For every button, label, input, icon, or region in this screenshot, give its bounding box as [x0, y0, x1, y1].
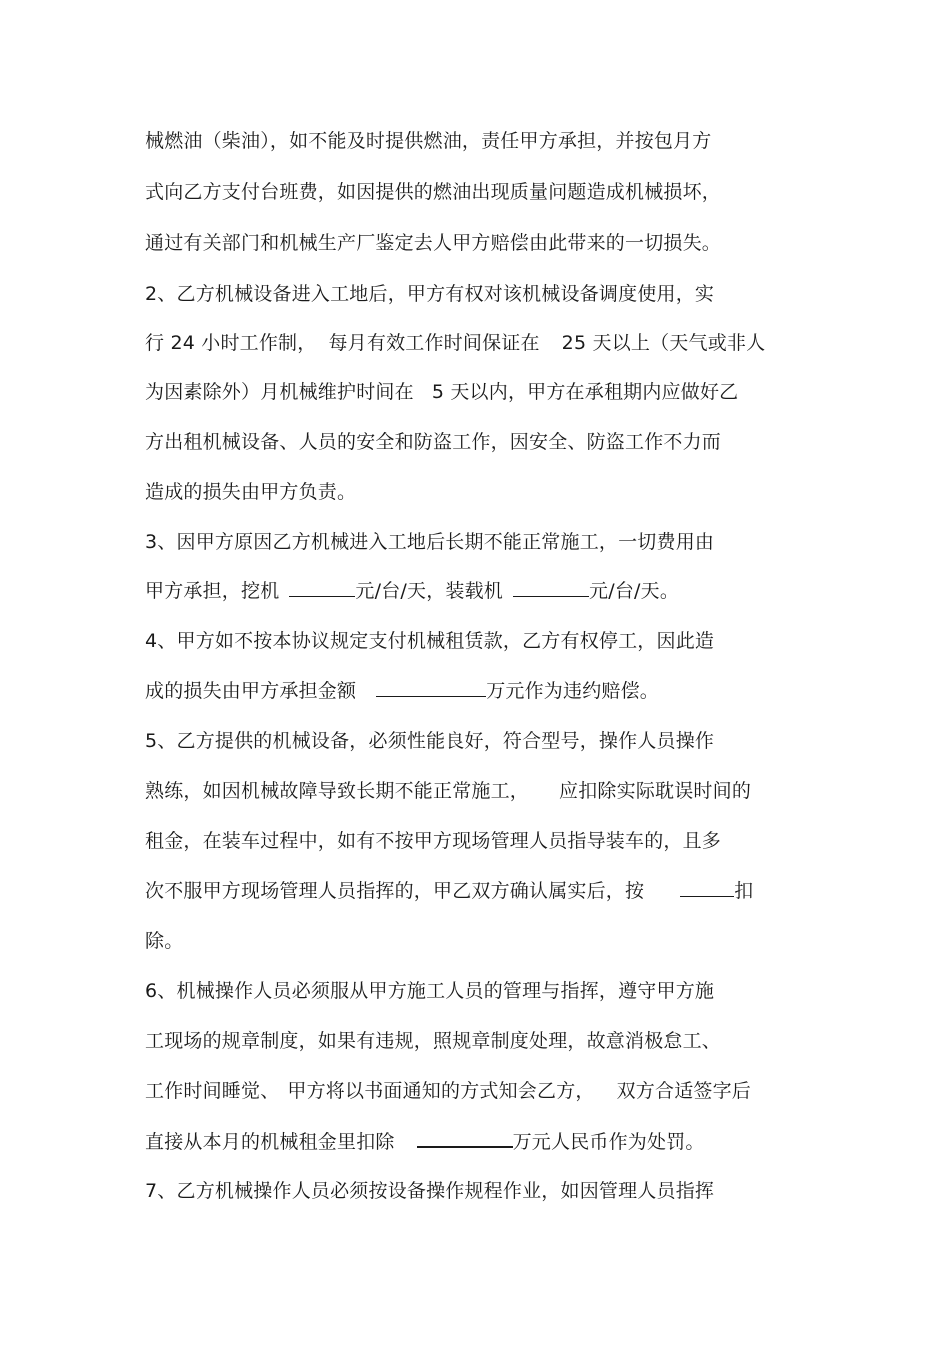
text-segment: 方出租机械设备、人员的安全和防盗工作，因安全、防盗工作不力而	[145, 431, 722, 453]
fill-blank-fine-amount[interactable]	[417, 1124, 513, 1148]
text-segment: 7、乙方机械操作人员必须按设备操作规程作业，如因管理人员指挥	[145, 1180, 715, 1202]
text-segment: 式向乙方支付台班费，如因提供的燃油出现质量问题造成机械损坏，	[145, 181, 722, 203]
text-segment: 元/台/天。	[589, 580, 680, 602]
text-segment: 5 天以内，甲方在承租期内应做好乙	[431, 381, 739, 403]
text-segment: 直接从本月的机械租金里扣除	[145, 1131, 395, 1153]
text-segment: 万元人民币作为处罚。	[512, 1131, 705, 1153]
text-line	[145, 475, 825, 509]
fill-blank-excavator-rate[interactable]	[289, 574, 355, 597]
text-line	[145, 824, 825, 858]
text-line	[145, 226, 825, 260]
text-segment: 通过有关部门和机械生产厂鉴定去人甲方赔偿由此带来的一切损失。	[145, 232, 722, 254]
text-line	[145, 326, 825, 360]
text-line	[145, 574, 825, 608]
text-segment: 械燃油（柴油），如不能及时提供燃油，责任甲方承担，并按包月方	[145, 130, 712, 152]
text-line	[145, 375, 825, 409]
text-segment: 造成的损失由甲方负责。	[145, 481, 357, 503]
text-line	[145, 525, 825, 559]
text-segment: 甲方承担，挖机	[145, 580, 280, 602]
text-segment: 租金，在装车过程中，如有不按甲方现场管理人员指导装车的，且多	[145, 830, 722, 852]
text-line	[145, 1124, 825, 1158]
text-segment: 工现场的规章制度，如果有违规，照规章制度处理，故意消极怠工、	[145, 1030, 722, 1052]
text-line	[145, 175, 825, 209]
fill-blank-deduction[interactable]	[680, 874, 734, 897]
text-line	[145, 1074, 825, 1108]
text-segment: 为因素除外）月机械维护时间在	[145, 381, 414, 403]
text-line	[145, 874, 825, 908]
text-segment: 每月有效工作时间保证在	[328, 332, 540, 354]
text-segment: 次不服甲方现场管理人员指挥的，甲乙双方确认属实后，按	[145, 880, 645, 902]
text-line	[145, 1174, 825, 1208]
text-segment: 25 天以上（天气或非人	[561, 332, 766, 354]
text-line	[145, 724, 825, 758]
fill-blank-loader-rate[interactable]	[513, 574, 589, 597]
text-line	[145, 425, 825, 459]
text-segment: 元/台/天，装载机	[355, 580, 504, 602]
text-segment: 甲方将以书面通知的方式知会乙方，	[287, 1080, 595, 1102]
text-line	[145, 124, 825, 158]
text-line	[145, 277, 825, 311]
text-line	[145, 1024, 825, 1058]
text-line	[145, 924, 825, 958]
text-segment: 扣	[734, 880, 754, 902]
text-segment: 万元作为违约赔偿。	[486, 680, 660, 702]
text-segment: 行 24 小时工作制，	[145, 332, 317, 354]
text-segment: 3、因甲方原因乙方机械进入工地后长期不能正常施工，一切费用由	[145, 531, 715, 553]
text-segment: 除。	[145, 930, 184, 952]
text-segment: 6、机械操作人员必须服从甲方施工人员的管理与指挥，遵守甲方施	[145, 980, 715, 1002]
text-line	[145, 674, 825, 708]
text-segment: 双方合适签字后	[616, 1080, 752, 1102]
text-line	[145, 624, 825, 658]
text-segment: 应扣除实际耽误时间的	[559, 780, 752, 802]
text-segment: 2、乙方机械设备进入工地后，甲方有权对该机械设备调度使用，实	[145, 283, 715, 305]
text-line	[145, 974, 825, 1008]
text-segment: 熟练，如因机械故障导致长期不能正常施工，	[145, 780, 530, 802]
text-segment: 成的损失由甲方承担金额	[145, 680, 357, 702]
text-segment: 5、乙方提供的机械设备，必须性能良好，符合型号，操作人员操作	[145, 730, 715, 752]
fill-blank-penalty-amount[interactable]	[376, 674, 486, 697]
text-line	[145, 774, 825, 808]
text-segment: 4、甲方如不按本协议规定支付机械租赁款，乙方有权停工，因此造	[145, 630, 715, 652]
text-segment: 工作时间睡觉、	[145, 1080, 280, 1102]
